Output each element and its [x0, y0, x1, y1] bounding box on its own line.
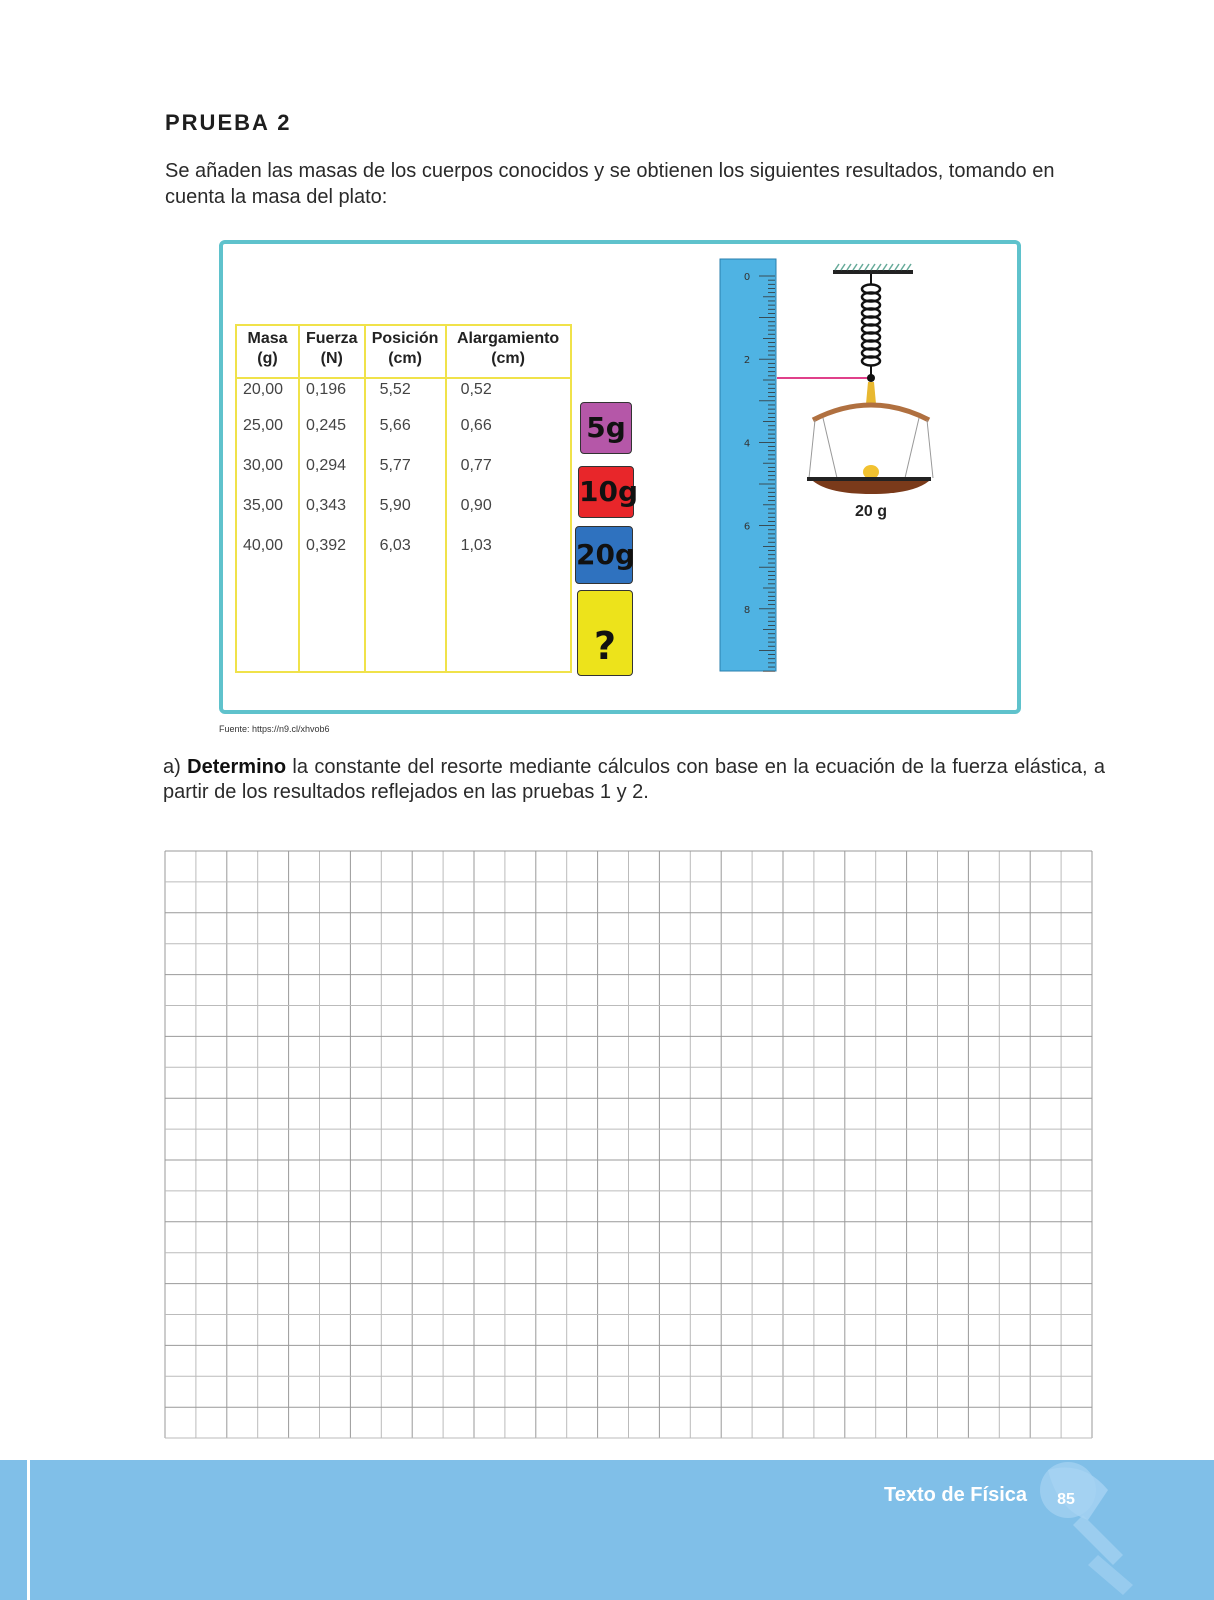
ruler — [719, 258, 779, 673]
spring-hook — [867, 374, 875, 382]
cell-masa: 35,00 — [236, 495, 299, 535]
grid-lines — [165, 851, 1092, 1438]
cell-fuerza: 0,196 — [299, 378, 365, 415]
weight-20g: 20g — [575, 526, 633, 584]
page-footer — [0, 1460, 1214, 1600]
ceiling-support — [833, 270, 913, 274]
table-empty-row — [236, 575, 571, 672]
cell-masa: 30,00 — [236, 455, 299, 495]
footer-title: Texto de Física — [883, 1484, 1027, 1506]
spring-scale — [773, 258, 1003, 558]
cell-alargamiento: 0,52 — [446, 378, 571, 415]
plate-rim — [807, 477, 931, 481]
rocket-icon — [1028, 1460, 1148, 1600]
header-fuerza: Fuerza (N) — [299, 325, 365, 378]
spring-coils — [862, 285, 880, 366]
cell-masa: 25,00 — [236, 415, 299, 455]
ruler-label: 0 — [743, 272, 751, 283]
cell-posicion: 5,90 — [365, 495, 446, 535]
cell-alargamiento: 0,90 — [446, 495, 571, 535]
table-row — [236, 378, 571, 415]
page-heading: PRUEBA 2 — [165, 110, 292, 135]
table-header-row — [236, 325, 571, 378]
ruler-label: 4 — [743, 438, 751, 450]
ruler-label: 2 — [743, 355, 751, 367]
cell-alargamiento: 0,66 — [446, 415, 571, 455]
figure-source: Fuente: https://n9.cl/xhvob6 — [219, 724, 330, 734]
ceiling-hatch — [835, 264, 911, 270]
cell-alargamiento: 0,77 — [446, 455, 571, 495]
results-table — [235, 324, 572, 673]
plate-arm — [813, 405, 929, 420]
cell-fuerza: 0,245 — [299, 415, 365, 455]
cell-alargamiento: 1,03 — [446, 535, 571, 575]
question-verb: Determino — [187, 756, 287, 778]
cell-masa: 20,00 — [236, 378, 299, 415]
plate-icon — [813, 481, 929, 494]
table-row — [236, 455, 571, 495]
cell-fuerza: 0,294 — [299, 455, 365, 495]
hanger-connector — [866, 382, 876, 404]
table-row — [236, 415, 571, 455]
table-row — [236, 535, 571, 575]
plate-label: 20 g — [854, 503, 888, 520]
cell-posicion: 5,52 — [365, 378, 446, 415]
intro-paragraph: Se añaden las masas de los cuerpos conocidos y se obtienen los siguientes resultados, tomando en cuenta la masa del plato: — [165, 160, 1055, 208]
header-alargamiento: Alargamiento (cm) — [446, 325, 571, 378]
cell-posicion: 5,66 — [365, 415, 446, 455]
cell-fuerza: 0,392 — [299, 535, 365, 575]
header-posicion: Posición (cm) — [365, 325, 446, 378]
header-masa: Masa (g) — [236, 325, 299, 378]
footer-stripe — [27, 1460, 30, 1600]
cell-posicion: 6,03 — [365, 535, 446, 575]
question-a: a) Determino la constante del resorte mediante cálculos con base en la ecuación de la fuerza elástica, a partir de los resultados reflejados en las pruebas 1 y 2. — [163, 756, 1106, 803]
ruler-label: 8 — [743, 604, 751, 616]
weight-on-plate — [863, 465, 879, 479]
cell-posicion: 5,77 — [365, 455, 446, 495]
cell-fuerza: 0,343 — [299, 495, 365, 535]
table-row — [236, 495, 571, 535]
ruler-label: 6 — [743, 521, 751, 533]
cell-masa: 40,00 — [236, 535, 299, 575]
weight-10g: 10g — [578, 466, 634, 518]
weight-unknown: ? — [577, 590, 633, 676]
answer-grid[interactable] — [164, 850, 1094, 1440]
experiment-figure — [219, 240, 1021, 714]
page-number: 85 — [1057, 1491, 1075, 1508]
weight-5g: 5g — [580, 402, 632, 454]
